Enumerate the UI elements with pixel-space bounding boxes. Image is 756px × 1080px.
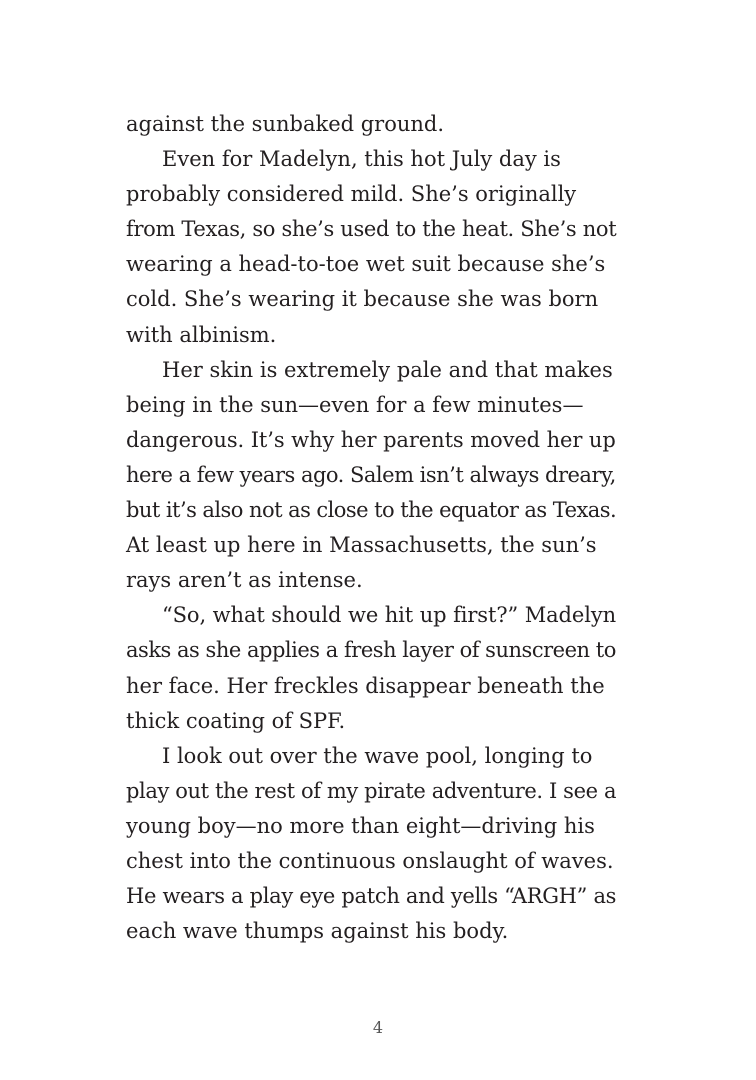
text-line: At least up here in Massachusetts, the sun’s <box>126 533 597 558</box>
text-line: cold. She’s wearing it because she was born <box>126 287 599 312</box>
text-line: dangerous. It’s why her parents moved her up <box>126 427 616 452</box>
text-line: probably considered mild. She’s originally <box>126 182 577 207</box>
text-line: each wave thumps against his body. <box>126 919 509 944</box>
text-line: being in the sun—even for a few minutes— <box>126 392 584 417</box>
text-line: here a few years ago. Salem isn’t always dreary, <box>126 462 616 487</box>
text-line: “So, what should we hit up first?” Madelyn <box>162 603 617 628</box>
text-line: rays aren’t as intense. <box>126 568 363 593</box>
text-line: Even for Madelyn, this hot July day is <box>162 147 561 172</box>
text-line: her face. Her freckles disappear beneath the <box>126 673 605 698</box>
text-line: from Texas, so she’s used to the heat. She’s not <box>126 217 617 242</box>
text-line: chest into the continuous onslaught of waves. <box>126 848 614 873</box>
page-number: 4 <box>372 1018 384 1037</box>
text-line: but it’s also not as close to the equator as Texas. <box>126 498 617 523</box>
text-line: I look out over the wave pool, longing to <box>162 743 593 768</box>
text-line: with albinism. <box>126 322 277 347</box>
text-line: thick coating of SPF. <box>126 708 346 733</box>
text-line: play out the rest of my pirate adventure. I see a <box>126 778 617 803</box>
text-line: wearing a head-to-toe wet suit because she’s <box>126 252 606 277</box>
text-line: against the sunbaked ground. <box>126 112 445 136</box>
text-line: asks as she applies a fresh layer of sunscreen to <box>126 638 616 663</box>
text-line: He wears a play eye patch and yells “ARGH” as <box>126 884 617 909</box>
text-line: young boy—no more than eight—driving his <box>126 813 595 838</box>
text-line: Her skin is extremely pale and that makes <box>162 357 613 382</box>
body-text <box>126 107 616 949</box>
